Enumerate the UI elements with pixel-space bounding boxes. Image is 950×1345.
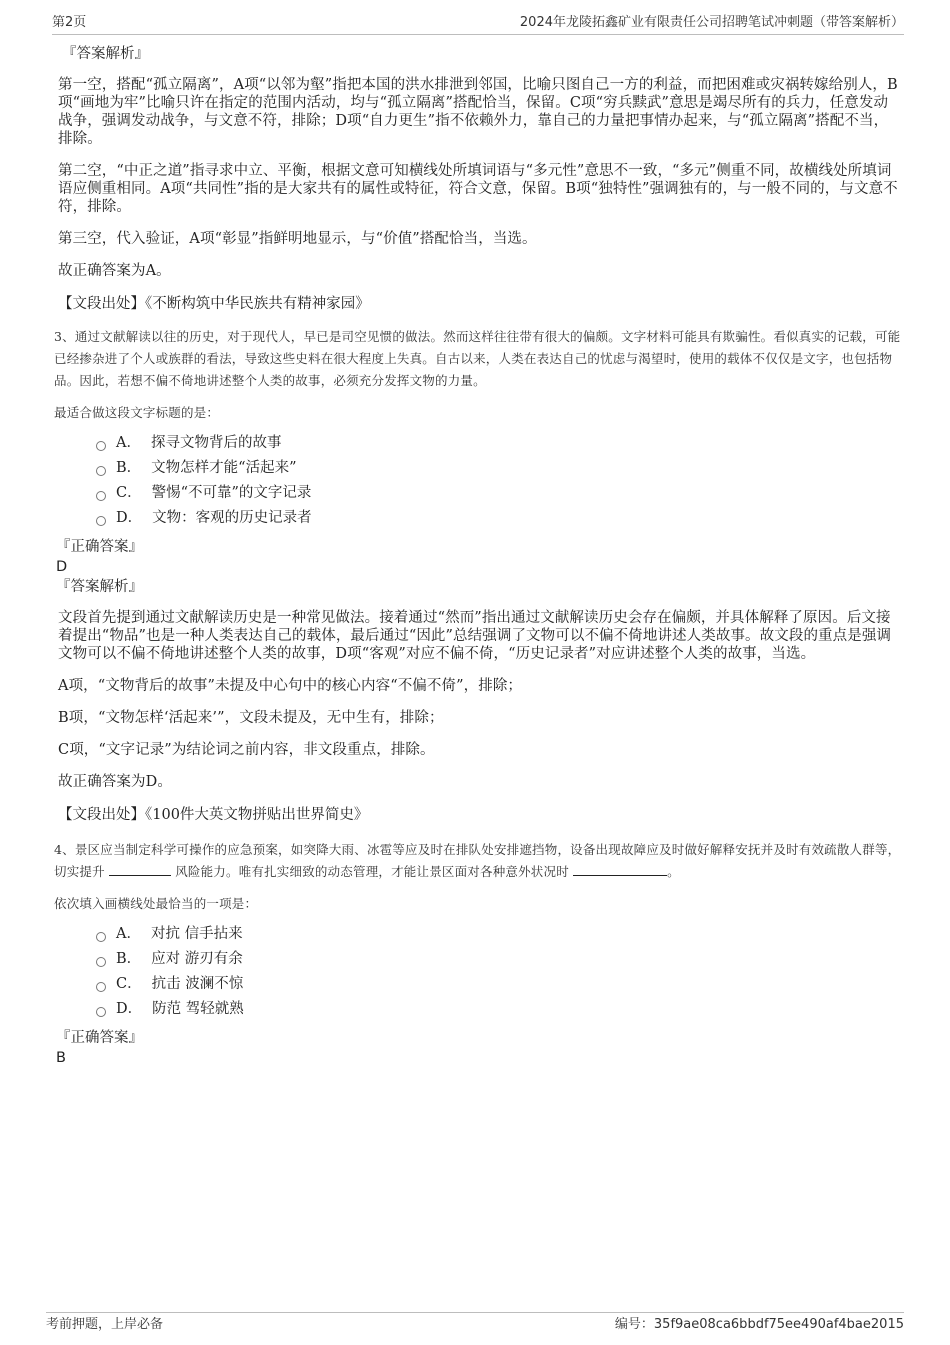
q3-conclusion: 故正确答案为D。	[58, 774, 172, 790]
radio-icon[interactable]	[96, 441, 106, 451]
q4-answer: B	[56, 1050, 66, 1066]
q3-analysis-para1: 文段首先提到通过文献解读历史是一种常见做法。接着通过“然而”指出通过文献解读历史会存在偏颇，并具体解释了原因。后文接着提出“物品”也是一种人类表达自己的载体，最后通过“因此”总结强调了文物可以不偏不倚地讲述人类故事。故文段的重点是强调文物可以不偏不倚地讲述整个人类的故事，D项“客观”对应不偏不倚，“历史记录者”对应讲述整个人类的故事，当选。	[58, 610, 892, 662]
q4-passage: 4、景区应当制定科学可操作的应急预案，如突降大雨、冰雹等应及时在排队处安排遮挡物，设备出现故障应及时做好解释安抚并及时有效疏散人群等，切实提升 风险能力。唯有扎实细致的动态管理，才能让景区面对各种意外状况时 。	[54, 842, 901, 879]
q4-blank-2	[573, 861, 667, 876]
q3-option-b[interactable]: B． 文物怎样才能“活起来”	[96, 459, 901, 477]
q4-blank-1	[109, 861, 171, 876]
q2-source: 【文段出处】《不断构筑中华民族共有精神家园》	[58, 296, 370, 312]
q3-passage: 3、通过文献解读以往的历史，对于现代人，早已是司空见惯的做法。然而这样往往带有很大的偏颇。文字材料可能具有欺骗性。看似真实的记载，可能已经掺杂进了个人或族群的看法，导致这些史料在很大程度上失真。自古以来，人类在表达自己的忧虑与渴望时，使用的载体不仅仅是文字，也包括物品。因此，若想不偏不倚地讲述整个人类的故事，必须充分发挥文物的力量。	[54, 329, 901, 388]
q2-analysis-para2: 第二空，“中正之道”指寻求中立、平衡，根据文意可知横线处所填词语与“多元性”意思不一致，“多元”侧重不同，故横线处所填词语应侧重相同。A项“共同性”指的是大家共有的属性或特征，符合文意，保留。B项“独特性”强调独有的，与一般不同的，与文意不符，排除。	[58, 163, 898, 215]
radio-icon[interactable]	[96, 516, 106, 526]
footer-slogan: 考前押题，上岸必备	[46, 1317, 164, 1332]
q3-source: 【文段出处】《100件大英文物拼贴出世界简史》	[58, 807, 369, 823]
radio-icon[interactable]	[96, 466, 106, 476]
radio-icon[interactable]	[96, 982, 106, 992]
q4-prompt: 依次填入画横线处最恰当的一项是：	[54, 896, 258, 911]
q4-option-b[interactable]: B． 应对 游刃有余	[96, 950, 901, 968]
q4-option-d[interactable]: D． 防范 驾轻就熟	[96, 1000, 901, 1018]
q3-analysis-line-a: A项，“文物背后的故事”未提及中心句中的核心内容“不偏不倚”，排除；	[58, 678, 523, 694]
q3-analysis-label: 『答案解析』	[56, 579, 143, 595]
main-content	[56, 44, 901, 1068]
q3-option-d[interactable]: D． 文物：客观的历史记录者	[96, 509, 901, 527]
radio-icon[interactable]	[96, 491, 106, 501]
page-number: 第2页	[52, 15, 87, 30]
radio-icon[interactable]	[96, 1007, 106, 1017]
q3-option-a[interactable]: A． 探寻文物背后的故事	[96, 434, 901, 452]
q4-options	[96, 925, 901, 1018]
radio-icon[interactable]	[96, 932, 106, 942]
q2-analysis-para3: 第三空，代入验证，A项“彰显”指鲜明地显示，与“价值”搭配恰当，当选。	[58, 231, 537, 247]
q3-prompt: 最适合做这段文字标题的是：	[54, 405, 220, 420]
radio-icon[interactable]	[96, 957, 106, 967]
q3-answer-label: 『正确答案』	[56, 539, 143, 555]
q2-conclusion: 故正确答案为A。	[58, 263, 171, 279]
q4-answer-label: 『正确答案』	[56, 1030, 143, 1046]
q4-option-a[interactable]: A． 对抗 信手拈来	[96, 925, 901, 943]
q3-analysis-line-b: B项，“文物怎样‘活起来’”，文段未提及，无中生有，排除；	[58, 710, 444, 726]
document-title: 2024年龙陵拓鑫矿业有限责任公司招聘笔试冲刺题（带答案解析）	[519, 15, 904, 30]
page-header	[52, 14, 904, 35]
q4-option-c[interactable]: C． 抗击 波澜不惊	[96, 975, 901, 993]
q3-option-c[interactable]: C． 警惕“不可靠”的文字记录	[96, 484, 901, 502]
page-footer	[46, 1312, 904, 1335]
document-id: 编号：35f9ae08ca6bbdf75ee490af4bae2015	[614, 1317, 904, 1332]
q3-options	[96, 434, 901, 527]
q2-analysis-label: 『答案解析』	[62, 46, 149, 62]
q3-answer: D	[56, 559, 68, 575]
q3-analysis-line-c: C项，“文字记录”为结论词之前内容，非文段重点，排除。	[58, 742, 435, 758]
q2-analysis-para1: 第一空，搭配“孤立隔离”，A项“以邻为壑”指把本国的洪水排泄到邻国，比喻只图自己一方的利益，而把困难或灾祸转嫁给别人，B项“画地为牢”比喻只许在指定的范围内活动，均与“孤立隔离”搭配恰当，保留。C项“穷兵黩武”意思是竭尽所有的兵力，任意发动战争，强调发动战争，与文意不符，排除；D项“自力更生”指不依赖外力，靠自己的力量把事情办起来，与“孤立隔离”搭配不当，排除。	[58, 77, 898, 147]
